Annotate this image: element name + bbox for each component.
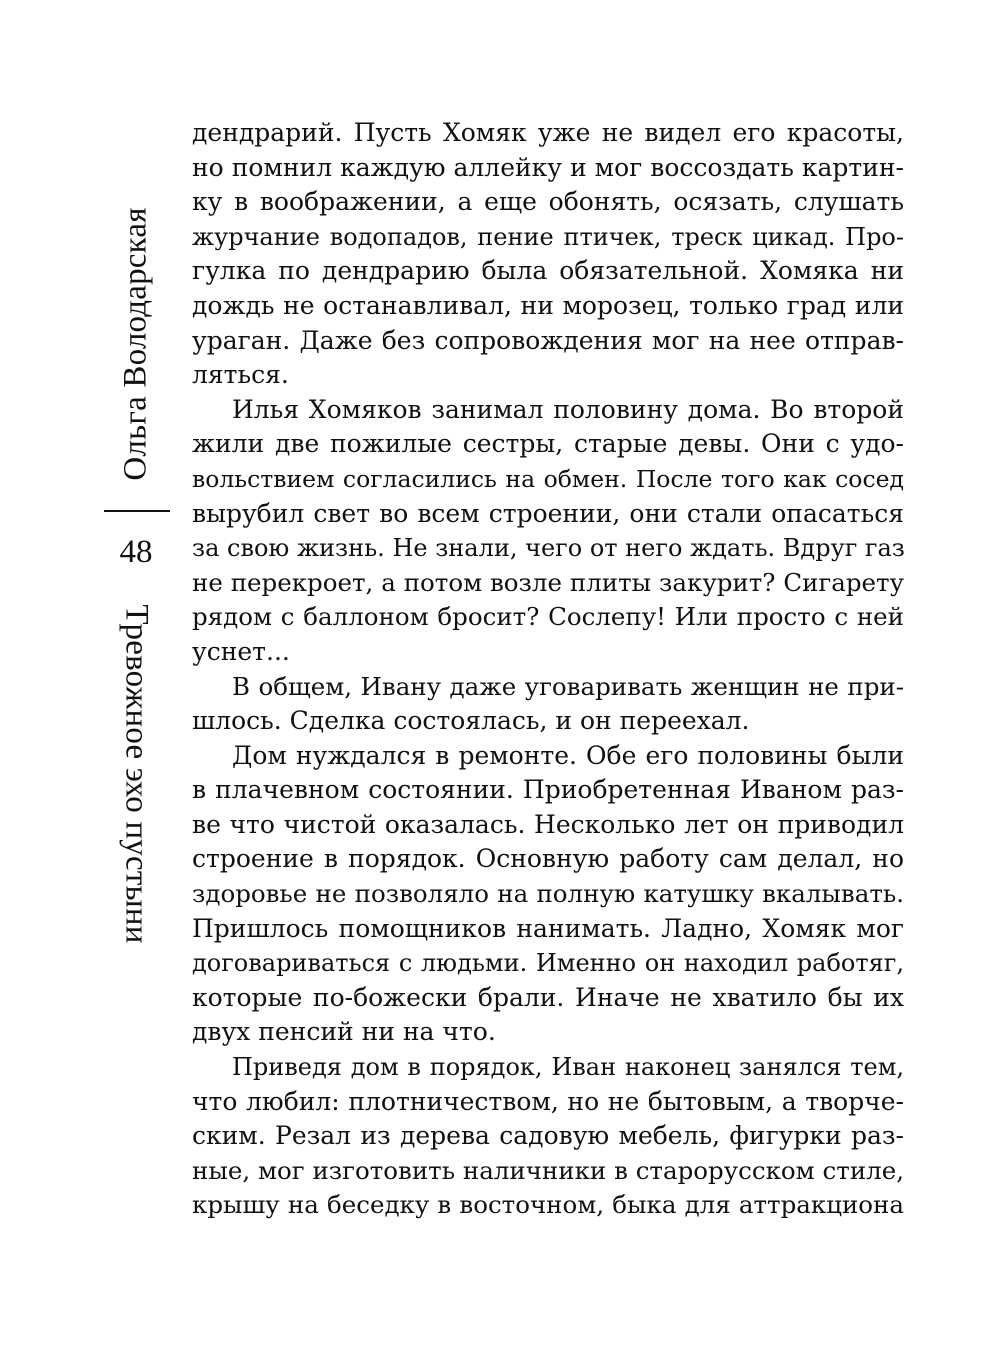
running-head-divider [104,510,170,512]
text-line: дендрарий. Пусть Хомяк уже не видел его красоты, [192,118,904,147]
text-line: строение в порядок. Основную работу сам делал, но [192,844,904,874]
text-line: в плачевном состоянии. Приобретенная Иваном раз- [192,775,904,805]
text-line: ураган. Даже без сопровождения мог на нее отправ- [192,325,904,355]
text-line: двух пенсий ни на что. [192,1017,496,1047]
book-title: Тревожное эхо пустыни [118,604,155,944]
text-line: жили две пожилые сестры, старые девы. Они с удо- [192,429,904,459]
text-line: журчание водопадов, пение птичек, треск цикад. Про- [192,222,904,251]
text-line: здоровье не позволяло на полную катушку вкалывать. [192,879,904,909]
author-name: Ольга Володарская [117,207,154,481]
running-head [96,118,176,948]
text-line: гулка по дендрарию была обязательной. Хомяка ни [192,256,904,286]
text-line: ку в воображении, а еще обонять, осязать, слушать [192,187,904,217]
text-line: рядом с баллоном бросит? Сослепу! Или просто с ней [192,602,904,632]
text-line: Илья Хомяков занимал половину дома. Во второй [232,394,904,424]
text-line: Пришлось помощников нанимать. Ладно, Хомяк мог [192,913,904,943]
page-number: 48 [119,534,153,570]
text-line: Дом нуждался в ремонте. Обе его половины были [232,740,904,770]
text-line: Приведя дом в порядок, Иван наконец занялся тем, [232,1053,904,1082]
text-line: за свою жизнь. Не знали, чего от него ждать. Вдруг газ [192,534,905,563]
text-line: что любил: плотничеством, но не бытовым, а творче- [192,1086,904,1116]
text-line: В общем, Ивану даже уговаривать женщин не при- [232,671,904,701]
text-line: но помнил каждую аллейку и мог воссоздать картин- [192,152,904,182]
text-line: ляться. [192,360,289,390]
text-line: шлось. Сделка состоялась, и он переехал. [192,706,750,736]
text-line: ные, мог изготовить наличники в старорусском стиле, [192,1155,904,1185]
text-line: которые по-божески брали. Иначе не хватило бы их [192,982,904,1012]
body-text [192,116,904,1223]
text-line: ским. Резал из дерева садовую мебель, фигурки раз- [192,1121,904,1151]
text-line: вольствием согласились на обмен. После того как сосед [192,464,904,493]
text-line: вырубил свет во всем строении, они стали опасаться [192,498,904,528]
text-line: не перекроет, а потом возле плиты закурит? Сигарету [192,567,904,597]
text-line: крышу на беседку в восточном, быка для аттракциона [192,1190,904,1220]
text-line: уснет... [192,636,290,666]
text-line: ве что чистой оказалась. Несколько лет он приводил [192,809,904,839]
text-line: договариваться с людьми. Именно он находил работяг, [192,949,904,978]
text-line: дождь не останавливал, ни морозец, только град или [192,290,904,320]
